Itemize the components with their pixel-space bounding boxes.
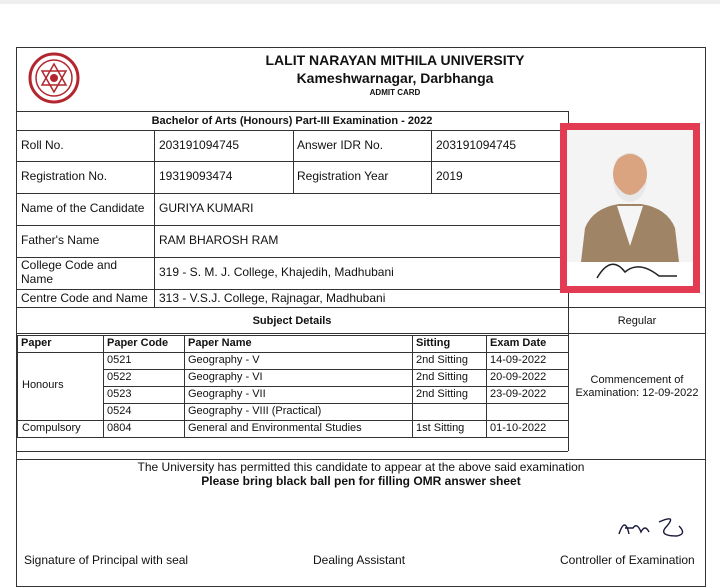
candidate-name-label: Name of the Candidate [21,201,145,215]
col-divider [103,335,104,437]
university-name: LALIT NARAYAN MITHILA UNIVERSITY [265,52,525,68]
answer-idr-value: 203191094745 [436,138,517,152]
row-divider [103,420,568,421]
row-divider [17,437,103,438]
subject-header-code: Paper Code [107,337,169,349]
roll-value: 203191094745 [159,138,240,152]
subject-sitting: 2nd Sitting [416,354,468,366]
subject-sitting: 2nd Sitting [416,371,468,383]
col-divider [17,335,18,437]
subject-name: Geography - VIII (Practical) [188,405,322,417]
roll-label: Roll No. [21,138,64,152]
row-divider [16,333,706,334]
col-divider [412,335,413,437]
centre-value: 313 - V.S.J. College, Rajnagar, Madhubani [159,291,386,305]
document-type: ADMIT CARD [369,88,421,97]
dealing-assistant-label: Dealing Assistant [313,553,406,567]
subject-code: 0523 [107,388,132,400]
subject-code: 0522 [107,371,132,383]
subject-date: 20-09-2022 [490,371,547,383]
college-label: College Code and Name [21,258,118,286]
row-divider [17,335,568,336]
subject-header-name: Paper Name [188,337,252,349]
row-divider [16,307,706,308]
col-divider [293,130,294,193]
candidate-photo [567,130,693,286]
row-divider [16,451,568,452]
controller-signature-label: Controller of Examination [560,553,695,567]
commencement-text: Commencement of Examination: 12-09-2022 [575,374,699,399]
row-divider [16,161,568,162]
category-badge: Regular [617,315,657,327]
subject-date: 01-10-2022 [490,422,547,434]
subject-name: Geography - VI [188,371,263,383]
candidate-photo-frame [560,123,700,293]
row-divider [103,369,568,370]
centre-label: Centre Code and Name [21,291,148,305]
controller-signature-image [615,512,695,540]
paper-group: Compulsory [22,421,81,434]
father-name-value: RAM BHAROSH RAM [159,233,279,247]
subject-code: 0804 [107,422,132,434]
answer-idr-label: Answer IDR No. [297,138,384,152]
top-bar [0,0,720,4]
row-divider [103,403,568,404]
father-name-label: Father's Name [21,233,100,247]
permission-notice: The University has permitted this candidate to appear at the above said examination [137,460,585,474]
subject-code: 0521 [107,354,132,366]
row-divider [16,289,568,290]
subject-name: Geography - VII [188,388,266,400]
university-seal-logo [28,52,80,104]
pen-instruction: Please bring black ball pen for filling OMR answer sheet [201,474,521,488]
subject-header-date: Exam Date [490,337,547,349]
subject-sitting: 1st Sitting [416,422,465,434]
subject-sitting: 2nd Sitting [416,388,468,400]
subject-name: Geography - V [188,354,260,366]
registration-year-label: Registration Year [297,169,389,183]
col-divider [184,335,185,437]
college-value: 319 - S. M. J. College, Khajedih, Madhubani [159,265,394,279]
col-divider [154,130,155,307]
exam-title: Bachelor of Arts (Honours) Part-III Examination - 2022 [16,111,568,131]
row-divider [103,386,568,387]
paper-group: Honours [22,379,64,391]
subject-details-title: Subject Details [252,315,332,327]
subject-header-sitting: Sitting [416,337,451,349]
principal-signature-label: Signature of Principal with seal [24,553,189,567]
subject-header-paper: Paper [21,337,52,349]
subject-code: 0524 [107,405,132,417]
university-location: Kameshwarnagar, Darbhanga [296,70,494,86]
candidate-name-value: GURIYA KUMARI [159,201,254,215]
registration-value: 19319093474 [159,169,233,183]
col-divider [486,335,487,437]
subject-date: 14-09-2022 [490,354,547,366]
registration-year-value: 2019 [436,169,463,183]
row-divider [103,437,568,438]
col-divider [431,130,432,193]
row-divider [16,225,568,226]
row-divider [16,193,568,194]
registration-label: Registration No. [21,169,108,183]
subject-name: General and Environmental Studies [188,422,362,434]
subject-date: 23-09-2022 [490,388,547,400]
